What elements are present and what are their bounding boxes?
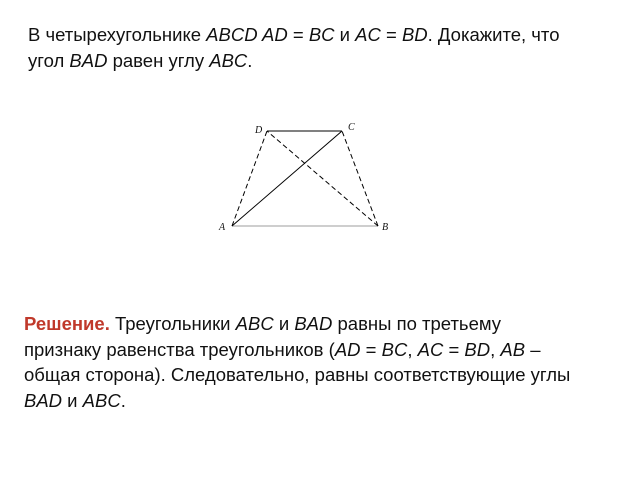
label-b: B — [382, 222, 389, 233]
problem-math: AC — [355, 24, 381, 45]
problem-text: . Докажите, что — [427, 24, 560, 45]
solution-text: = — [360, 338, 382, 360]
problem-text: = — [380, 24, 402, 45]
solution-math: AD — [334, 338, 361, 360]
solution-math: ABC — [235, 313, 274, 334]
diagonal-bd — [267, 131, 378, 226]
side-ad — [232, 131, 267, 226]
label-d: D — [255, 125, 263, 136]
solution-text: и — [273, 313, 295, 334]
solution-math: BD — [464, 338, 491, 360]
solution-text: – — [525, 338, 541, 360]
problem-text: угол — [28, 50, 70, 71]
solution-text: = — [443, 338, 465, 360]
quadrilateral-figure — [210, 118, 410, 238]
problem-math: ABC — [209, 50, 248, 71]
side-bc — [342, 131, 378, 226]
problem-text: = — [287, 24, 309, 45]
solution-math: ABC — [82, 389, 121, 411]
solution-math: AB — [500, 338, 526, 360]
solution-text: и — [62, 389, 83, 411]
solution-text: общая сторона). Следовательно, равны соответствующие углы — [24, 364, 571, 385]
label-a: A — [219, 222, 226, 233]
problem-text: и — [334, 24, 356, 45]
solution-text: , — [407, 338, 418, 360]
problem-text: В четырехугольнике — [28, 24, 207, 45]
solution-text: , — [490, 338, 501, 360]
solution-text: Треугольники — [109, 313, 236, 334]
solution-label: Решение. — [24, 313, 110, 334]
solution-math: BAD — [294, 313, 333, 334]
solution-text: признаку равенства треугольников ( — [24, 338, 335, 360]
solution-math: BC — [381, 338, 408, 360]
solution-math: BAD — [24, 389, 63, 411]
solution-math: AC — [417, 338, 444, 360]
problem-math: BC — [308, 24, 335, 45]
problem-math: BD — [401, 24, 428, 45]
problem-statement — [28, 22, 628, 74]
solution-text: равны по третьему — [332, 313, 502, 334]
problem-math: ABCD AD — [206, 24, 288, 45]
problem-text: . — [247, 50, 253, 71]
solution-text: . — [120, 389, 126, 411]
label-c: C — [348, 122, 355, 133]
diagonal-ac — [232, 131, 342, 226]
solution — [24, 311, 614, 413]
problem-math: BAD — [69, 50, 108, 71]
problem-text: равен углу — [107, 50, 210, 71]
